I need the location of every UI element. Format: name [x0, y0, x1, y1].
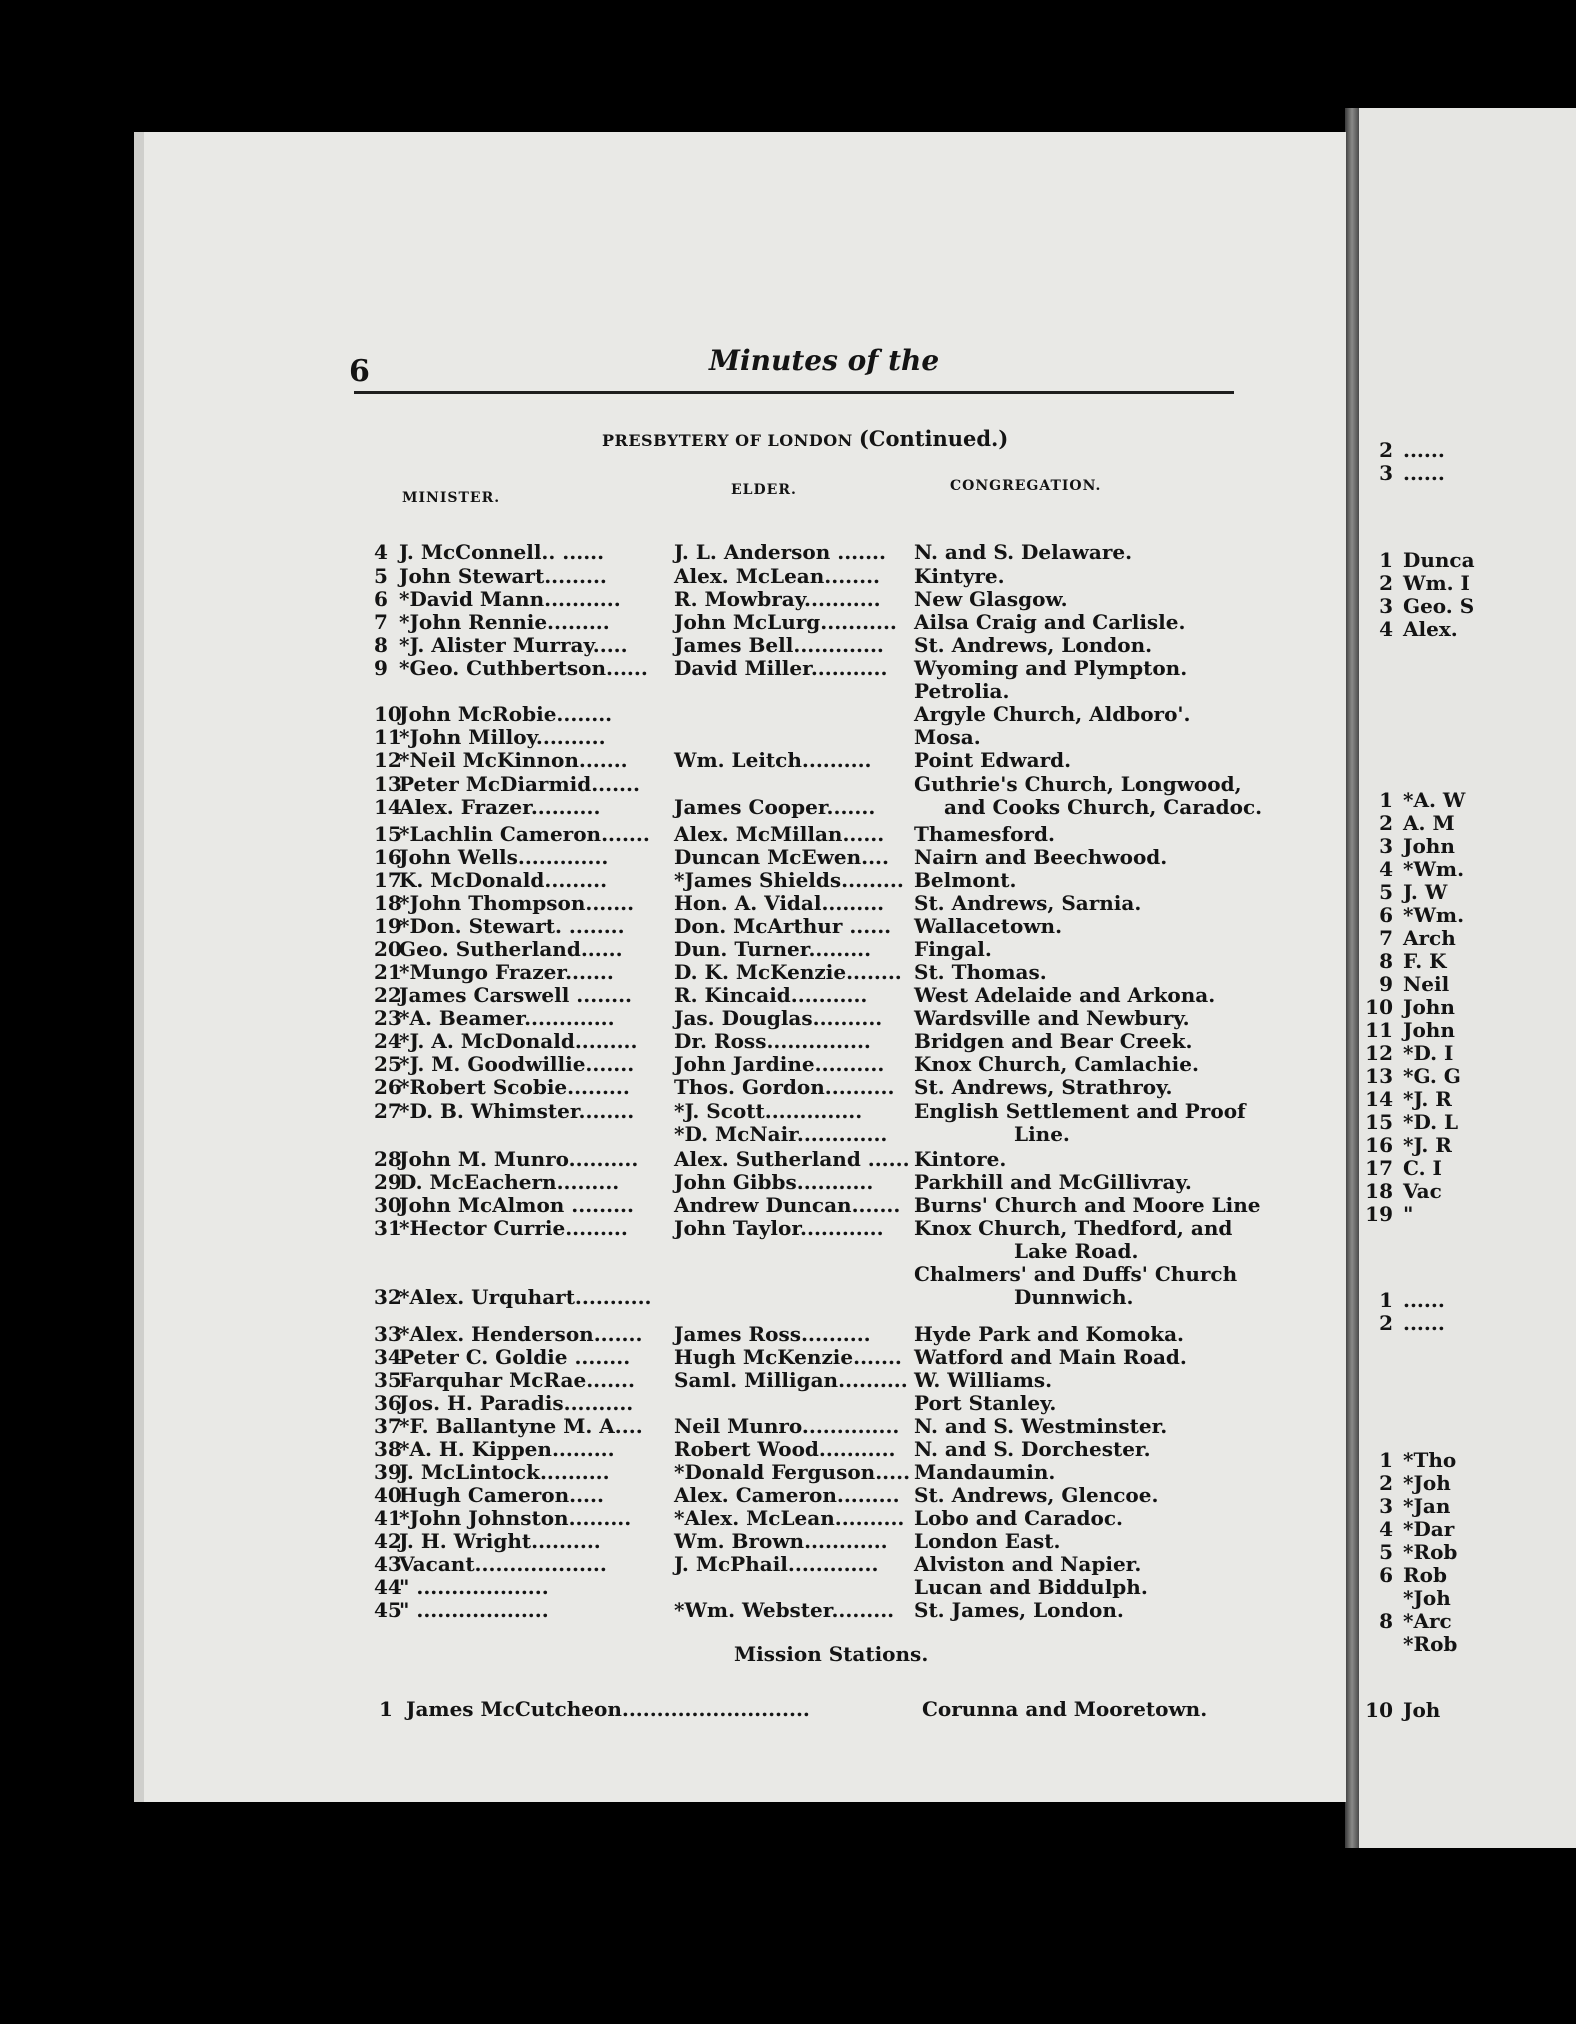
right-page-line — [1359, 1110, 1458, 1134]
minister-name: *David Mann........... — [399, 587, 621, 611]
row-number: 30 — [374, 1193, 402, 1217]
congregation-name: Thamesford. — [914, 822, 1055, 846]
congregation-name: Lobo and Caradoc. — [914, 1506, 1123, 1530]
entry-text: Wm. I — [1403, 571, 1470, 595]
table-row — [144, 795, 1356, 821]
elder-name: Alex. McLean........ — [674, 564, 880, 588]
congregation-name: St. Thomas. — [914, 960, 1047, 984]
elder-name: R. Mowbray........... — [674, 587, 881, 611]
entry-text: *J. R — [1403, 1087, 1452, 1111]
table-row — [144, 1285, 1356, 1311]
row-number: 15 — [1365, 1110, 1393, 1134]
entry-text: *A. W — [1403, 788, 1466, 812]
row-number: 29 — [374, 1170, 402, 1194]
row-number: 3 — [1379, 594, 1393, 618]
row-number: 35 — [374, 1368, 402, 1392]
right-page-line — [1359, 1563, 1447, 1587]
row-number: 24 — [374, 1029, 402, 1053]
elder-name: Andrew Duncan....... — [674, 1193, 901, 1217]
entry-text: *Arc — [1403, 1609, 1452, 1633]
minister-name: John M. Munro.......... — [399, 1147, 639, 1171]
minister-name: *Geo. Cuthbertson...... — [399, 656, 648, 680]
elder-name: John Taylor............ — [674, 1216, 884, 1240]
minister-name: *Alex. Henderson....... — [399, 1322, 643, 1346]
elder-name: R. Kincaid........... — [674, 983, 868, 1007]
right-page-line — [1359, 1179, 1442, 1203]
entry-text: ...... — [1403, 1288, 1445, 1312]
entry-text: A. M — [1403, 811, 1455, 835]
elder-name: David Miller........... — [674, 656, 888, 680]
minister-name: *John Rennie......... — [399, 610, 610, 634]
entry-text: *Wm. — [1403, 903, 1465, 927]
row-number: 3 — [1379, 1494, 1393, 1518]
entry-text: ...... — [1403, 438, 1445, 462]
elder-name: Robert Wood........... — [674, 1437, 896, 1461]
table-row — [144, 748, 1356, 774]
elder-name: John Jardine.......... — [674, 1052, 885, 1076]
congregation-name: Wyoming and Plympton. — [914, 656, 1188, 680]
minister-name: Alex. Frazer.......... — [399, 795, 601, 819]
minister-name: Hugh Cameron..... — [399, 1483, 604, 1507]
row-number: 44 — [374, 1575, 402, 1599]
right-page-line — [1359, 461, 1445, 485]
right-page-line — [1359, 617, 1458, 641]
running-title: Minutes of the — [709, 344, 940, 377]
congregation-name: Kintore. — [914, 1147, 1007, 1171]
congregation-name: Watford and Main Road. — [914, 1345, 1187, 1369]
row-number: 12 — [374, 748, 402, 772]
row-number: 18 — [374, 891, 402, 915]
row-number: 1 — [1379, 1288, 1393, 1312]
table-row — [144, 1075, 1356, 1101]
right-page-line — [1359, 1494, 1450, 1518]
entry-text: *Joh — [1403, 1471, 1451, 1495]
elder-name: Thos. Gordon.......... — [674, 1075, 895, 1099]
row-number: 21 — [374, 960, 402, 984]
row-number: 4 — [1379, 617, 1393, 641]
entry-text: Arch — [1403, 926, 1456, 950]
row-number: 11 — [374, 725, 402, 749]
entry-text: Rob — [1403, 1563, 1447, 1587]
row-number: 8 — [1379, 1609, 1393, 1633]
entry-text: ...... — [1403, 1311, 1445, 1335]
elder-name: *D. McNair............. — [674, 1122, 888, 1146]
page-number: 6 — [349, 354, 370, 389]
minister-name: Jos. H. Paradis.......... — [399, 1391, 634, 1415]
row-number: 9 — [1379, 972, 1393, 996]
elder-name: *Alex. McLean.......... — [674, 1506, 905, 1530]
right-page-line — [1359, 1609, 1452, 1633]
row-number: 10 — [374, 702, 402, 726]
congregation-name: Nairn and Beechwood. — [914, 845, 1168, 869]
elder-name: James Ross.......... — [674, 1322, 871, 1346]
row-number: 33 — [374, 1322, 402, 1346]
congregation-name: Point Edward. — [914, 748, 1072, 772]
minister-name: Farquhar McRae....... — [399, 1368, 635, 1392]
row-number: 1 — [1379, 548, 1393, 572]
elder-name: Wm. Leitch.......... — [674, 748, 872, 772]
right-page-line — [1359, 438, 1445, 462]
right-page-line — [1359, 1041, 1453, 1065]
right-page-line — [1359, 1133, 1452, 1157]
elder-name: Duncan McEwen.... — [674, 845, 889, 869]
elder-name: Alex. Cameron......... — [674, 1483, 900, 1507]
row-number: 16 — [374, 845, 402, 869]
minister-name: K. McDonald......... — [399, 868, 608, 892]
congregation-name: Burns' Church and Moore Line — [914, 1193, 1261, 1217]
row-number: 13 — [374, 772, 402, 796]
congregation-name: Lake Road. — [1014, 1239, 1139, 1263]
right-page-line — [1359, 594, 1474, 618]
minister-name: *A. Beamer............. — [399, 1006, 615, 1030]
row-number: 8 — [374, 633, 388, 657]
row-number: 1 — [1379, 1448, 1393, 1472]
congregation-name: N. and S. Dorchester. — [914, 1437, 1151, 1461]
minister-name: *John Johnston......... — [399, 1506, 632, 1530]
entry-text: Alex. — [1403, 617, 1458, 641]
minister-name: *John Thompson....... — [399, 891, 635, 915]
right-page-line — [1359, 1632, 1457, 1656]
row-number: 20 — [374, 937, 402, 961]
row-number: 39 — [374, 1460, 402, 1484]
congregation-name: Fingal. — [914, 937, 992, 961]
entry-text: *Jan — [1403, 1494, 1451, 1518]
elder-name: Don. McArthur ...... — [674, 914, 892, 938]
entry-text: C. I — [1403, 1156, 1442, 1180]
mission-stations-heading: Mission Stations. — [734, 1642, 929, 1666]
congregation-name: English Settlement and Proof — [914, 1099, 1246, 1123]
entry-text: John — [1403, 995, 1455, 1019]
row-number: 1 — [379, 1697, 393, 1721]
elder-name: D. K. McKenzie........ — [674, 960, 902, 984]
right-page-line — [1359, 1586, 1451, 1610]
minister-name: *J. M. Goodwillie....... — [399, 1052, 635, 1076]
row-number: 31 — [374, 1216, 402, 1240]
congregation-name: Line. — [1014, 1122, 1070, 1146]
row-number: 3 — [1379, 461, 1393, 485]
right-page-line — [1359, 1448, 1456, 1472]
row-number: 34 — [374, 1345, 402, 1369]
row-number: 18 — [1365, 1179, 1393, 1203]
row-number: 45 — [374, 1598, 402, 1622]
right-page-line — [1359, 548, 1475, 572]
section-continued: (Continued.) — [858, 426, 1009, 451]
congregation-name: St. Andrews, Sarnia. — [914, 891, 1142, 915]
congregation-name: Parkhill and McGillivray. — [914, 1170, 1192, 1194]
right-page-line — [1359, 1540, 1457, 1564]
right-page-line — [1359, 1311, 1445, 1335]
right-page-line — [1359, 926, 1456, 950]
row-number: 8 — [1379, 949, 1393, 973]
elder-name: Dun. Turner......... — [674, 937, 872, 961]
row-number: 17 — [374, 868, 402, 892]
elder-name: John McLurg........... — [674, 610, 897, 634]
right-page-line — [1359, 857, 1464, 881]
right-page-line — [1359, 1018, 1455, 1042]
congregation-name: Argyle Church, Aldboro'. — [914, 702, 1191, 726]
elder-name: *Wm. Webster......... — [674, 1598, 895, 1622]
entry-text: Vac — [1403, 1179, 1442, 1203]
row-number: 6 — [374, 587, 388, 611]
minister-name: J. McConnell.. ...... — [399, 540, 605, 564]
entry-text: John — [1403, 834, 1455, 858]
row-number: 5 — [374, 564, 388, 588]
congregation-name: W. Williams. — [914, 1368, 1053, 1392]
section-title: PRESBYTERY OF LONDON — [602, 431, 853, 450]
minister-name: *A. H. Kippen......... — [399, 1437, 615, 1461]
minister-name: Peter McDiarmid....... — [399, 772, 640, 796]
row-number: 36 — [374, 1391, 402, 1415]
right-page — [1359, 108, 1576, 1848]
row-number: 43 — [374, 1552, 402, 1576]
congregation-name: and Cooks Church, Caradoc. — [944, 795, 1263, 819]
row-number: 2 — [1379, 1471, 1393, 1495]
row-number: 4 — [1379, 1517, 1393, 1541]
congregation-name: Bridgen and Bear Creek. — [914, 1029, 1193, 1053]
row-number: 14 — [374, 795, 402, 819]
congregation-name: N. and S. Delaware. — [914, 540, 1133, 564]
right-page-line — [1359, 834, 1455, 858]
entry-text: *Tho — [1403, 1448, 1457, 1472]
entry-text: ...... — [1403, 461, 1445, 485]
congregation-name: Knox Church, Camlachie. — [914, 1052, 1199, 1076]
minister-name: John McAlmon ......... — [399, 1193, 634, 1217]
right-page-line — [1359, 1087, 1452, 1111]
row-number: 6 — [1379, 903, 1393, 927]
minister-name: *J. Alister Murray..... — [399, 633, 628, 657]
header-rule — [354, 391, 1234, 394]
row-number: 10 — [1365, 1698, 1393, 1722]
congregation-name: Alviston and Napier. — [914, 1552, 1142, 1576]
table-row — [144, 1122, 1356, 1148]
congregation-name: Mosa. — [914, 725, 981, 749]
row-number: 1 — [1379, 788, 1393, 812]
elder-name: J. McPhail............. — [674, 1552, 879, 1576]
row-number: 6 — [1379, 1563, 1393, 1587]
elder-name: Alex. Sutherland ...... — [674, 1147, 910, 1171]
minister-name: Peter C. Goldie ........ — [399, 1345, 631, 1369]
row-number: 19 — [1365, 1202, 1393, 1226]
elder-name: Alex. McMillan...... — [674, 822, 885, 846]
entry-text: Dunca — [1403, 548, 1475, 572]
minister-name: James McCutcheon........................... — [406, 1697, 810, 1721]
right-page-line — [1359, 1288, 1445, 1312]
row-number: 37 — [374, 1414, 402, 1438]
entry-text: John — [1403, 1018, 1455, 1042]
elder-name: Dr. Ross............... — [674, 1029, 871, 1053]
table-row — [144, 1598, 1356, 1624]
row-number: 15 — [374, 822, 402, 846]
right-page-line — [1359, 1698, 1440, 1722]
congregation-name: Corunna and Mooretown. — [922, 1697, 1208, 1721]
congregation-name: Hyde Park and Komoka. — [914, 1322, 1185, 1346]
mission-row — [144, 1697, 1356, 1723]
congregation-name: Knox Church, Thedford, and — [914, 1216, 1233, 1240]
row-number: 42 — [374, 1529, 402, 1553]
minister-name: D. McEachern......... — [399, 1170, 620, 1194]
entry-text: Joh — [1403, 1698, 1441, 1722]
entry-text: *Rob — [1403, 1632, 1458, 1656]
row-number: 28 — [374, 1147, 402, 1171]
entry-text: *Dar — [1403, 1517, 1455, 1541]
entry-text: J. W — [1403, 880, 1448, 904]
row-number: 32 — [374, 1285, 402, 1309]
row-number: 10 — [1365, 995, 1393, 1019]
row-number: 41 — [374, 1506, 402, 1530]
row-number: 7 — [374, 610, 388, 634]
entry-text: *J. R — [1403, 1133, 1452, 1157]
elder-name: Hugh McKenzie....... — [674, 1345, 902, 1369]
elder-name: Jas. Douglas.......... — [674, 1006, 883, 1030]
entry-text: *Joh — [1403, 1586, 1451, 1610]
minister-name: John Stewart......... — [399, 564, 607, 588]
minister-name: James Carswell ........ — [399, 983, 633, 1007]
row-number: 2 — [1379, 811, 1393, 835]
congregation-name: Dunnwich. — [1014, 1285, 1134, 1309]
right-page-line — [1359, 1156, 1442, 1180]
congregation-name: Petrolia. — [914, 679, 1010, 703]
entry-text: Neil — [1403, 972, 1450, 996]
minister-name: Vacant................... — [399, 1552, 607, 1576]
row-number: 19 — [374, 914, 402, 938]
congregation-name: Lucan and Biddulph. — [914, 1575, 1148, 1599]
right-page-line — [1359, 1064, 1461, 1088]
entry-text: F. K — [1403, 949, 1447, 973]
row-number: 7 — [1379, 926, 1393, 950]
left-page — [134, 132, 1346, 1802]
minister-name: *Hector Currie......... — [399, 1216, 628, 1240]
entry-text: *Wm. — [1403, 857, 1465, 881]
right-page-line — [1359, 811, 1455, 835]
congregation-name: Mandaumin. — [914, 1460, 1056, 1484]
elder-name: Hon. A. Vidal......... — [674, 891, 885, 915]
right-page-line — [1359, 1471, 1451, 1495]
entry-text: *Rob — [1403, 1540, 1458, 1564]
column-header-congregation: CONGREGATION. — [950, 478, 1102, 494]
congregation-name: Belmont. — [914, 868, 1017, 892]
entry-text: " — [1403, 1202, 1414, 1226]
row-number: 38 — [374, 1437, 402, 1461]
minister-name: John McRobie........ — [399, 702, 613, 726]
row-number: 23 — [374, 1006, 402, 1030]
row-number: 40 — [374, 1483, 402, 1507]
minister-name: " ................... — [399, 1575, 549, 1599]
table-row — [144, 540, 1356, 566]
row-number: 4 — [374, 540, 388, 564]
minister-name: J. McLintock.......... — [399, 1460, 610, 1484]
congregation-name: St. Andrews, Glencoe. — [914, 1483, 1159, 1507]
congregation-name: St. Andrews, London. — [914, 633, 1153, 657]
elder-name: James Bell............. — [674, 633, 884, 657]
row-number: 3 — [1379, 834, 1393, 858]
row-number: 26 — [374, 1075, 402, 1099]
congregation-name: St. Andrews, Strathroy. — [914, 1075, 1173, 1099]
congregation-name: Kintyre. — [914, 564, 1005, 588]
elder-name: John Gibbs........... — [674, 1170, 874, 1194]
congregation-name: St. James, London. — [914, 1598, 1124, 1622]
congregation-name: Port Stanley. — [914, 1391, 1057, 1415]
right-page-line — [1359, 1517, 1454, 1541]
entry-text: Geo. S — [1403, 594, 1475, 618]
right-page-line — [1359, 972, 1449, 996]
elder-name: Saml. Milligan.......... — [674, 1368, 908, 1392]
row-number: 4 — [1379, 857, 1393, 881]
row-number: 12 — [1365, 1041, 1393, 1065]
row-number: 22 — [374, 983, 402, 1007]
row-number: 16 — [1365, 1133, 1393, 1157]
elder-name: James Cooper....... — [674, 795, 876, 819]
column-header-minister: MINISTER. — [402, 490, 501, 506]
minister-name: J. H. Wright.......... — [399, 1529, 601, 1553]
row-number: 2 — [1379, 438, 1393, 462]
right-page-line — [1359, 880, 1447, 904]
minister-name: *D. B. Whimster........ — [399, 1099, 635, 1123]
row-number: 2 — [1379, 571, 1393, 595]
elder-name: *J. Scott.............. — [674, 1099, 863, 1123]
minister-name: *J. A. McDonald......... — [399, 1029, 638, 1053]
right-page-line — [1359, 903, 1464, 927]
minister-name: *Neil McKinnon....... — [399, 748, 628, 772]
minister-name: Geo. Sutherland...... — [399, 937, 623, 961]
congregation-name: New Glasgow. — [914, 587, 1068, 611]
row-number: 13 — [1365, 1064, 1393, 1088]
congregation-name: West Adelaide and Arkona. — [914, 983, 1216, 1007]
minister-name: *Alex. Urquhart........... — [399, 1285, 652, 1309]
elder-name: *James Shields......... — [674, 868, 904, 892]
minister-name: John Wells............. — [399, 845, 609, 869]
elder-name: J. L. Anderson ....... — [674, 540, 886, 564]
congregation-name: Wallacetown. — [914, 914, 1063, 938]
row-number: 5 — [1379, 1540, 1393, 1564]
row-number: 2 — [1379, 1311, 1393, 1335]
minister-name: *John Milloy.......... — [399, 725, 606, 749]
right-page-line — [1359, 995, 1455, 1019]
entry-text: *D. L — [1403, 1110, 1459, 1134]
elder-name: Wm. Brown............ — [674, 1529, 888, 1553]
right-page-line — [1359, 571, 1470, 595]
row-number: 9 — [374, 656, 388, 680]
minister-name: " ................... — [399, 1598, 549, 1622]
minister-name: *Lachlin Cameron....... — [399, 822, 650, 846]
right-page-line — [1359, 949, 1447, 973]
congregation-name: London East. — [914, 1529, 1061, 1553]
congregation-name: Wardsville and Newbury. — [914, 1006, 1190, 1030]
congregation-name: Guthrie's Church, Longwood, — [914, 772, 1242, 796]
row-number: 25 — [374, 1052, 402, 1076]
row-number: 17 — [1365, 1156, 1393, 1180]
row-number: 5 — [1379, 880, 1393, 904]
minister-name: *Robert Scobie......... — [399, 1075, 630, 1099]
row-number: 27 — [374, 1099, 402, 1123]
right-page-line — [1359, 788, 1465, 812]
minister-name: *F. Ballantyne M. A.... — [399, 1414, 643, 1438]
congregation-name: Ailsa Craig and Carlisle. — [914, 610, 1186, 634]
right-page-line — [1359, 1202, 1413, 1226]
entry-text: *D. I — [1403, 1041, 1454, 1065]
section-heading — [602, 426, 1008, 451]
elder-name: Neil Munro.............. — [674, 1414, 900, 1438]
congregation-name: Chalmers' and Duffs' Church — [914, 1262, 1238, 1286]
row-number: 14 — [1365, 1087, 1393, 1111]
minister-name: *Don. Stewart. ........ — [399, 914, 625, 938]
entry-text: *G. G — [1403, 1064, 1461, 1088]
row-number: 11 — [1365, 1018, 1393, 1042]
minister-name: *Mungo Frazer....... — [399, 960, 614, 984]
congregation-name: N. and S. Westminster. — [914, 1414, 1168, 1438]
elder-name: *Donald Ferguson..... — [674, 1460, 911, 1484]
column-header-elder: ELDER. — [731, 482, 797, 498]
